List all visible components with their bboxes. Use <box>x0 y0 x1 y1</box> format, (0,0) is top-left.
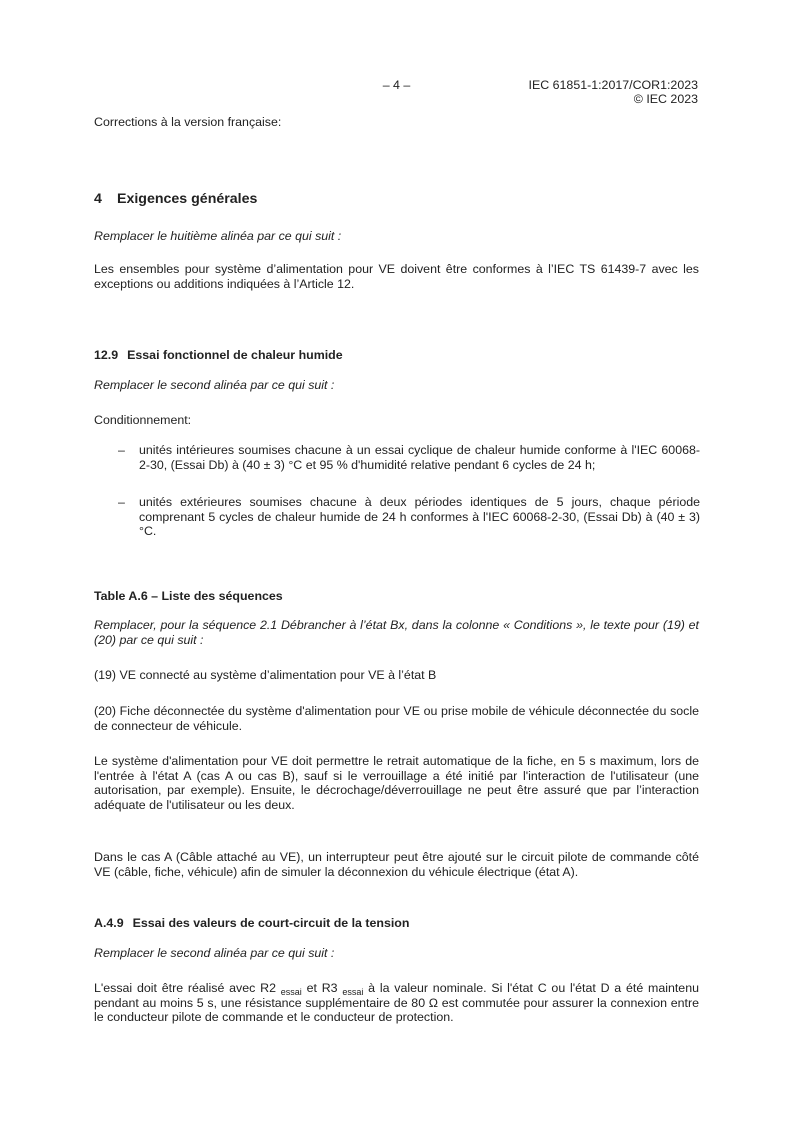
standard-reference: IEC 61851-1:2017/COR1:2023 <box>528 78 698 92</box>
text-run: et R3 <box>306 981 338 995</box>
intro-text: Corrections à la version française: <box>94 115 282 129</box>
table-a6-instruction: Remplacer, pour la séquence 2.1 Débrancher à l’état Bx, dans la colonne « Conditions », le texte pour (19) et (20) par ce qui suit : <box>94 618 699 647</box>
section-a-4-9-paragraph <box>94 981 699 1025</box>
subscript: essai <box>342 987 364 997</box>
paragraph-cas-a: Dans le cas A (Câble attaché au VE), un interrupteur peut être ajouté sur le circuit pilote de commande côté VE (câble, fiche, véhicule) afin de simuler la déconnexion du véhicule électrique (état A). <box>94 850 699 879</box>
text-run: L'essai doit être réalisé avec R2 <box>94 981 276 995</box>
section-title: Essai des valeurs de court-circuit de la tension <box>132 916 410 930</box>
section-number: A.4.9 <box>94 916 124 930</box>
bullet-dash: – <box>118 495 125 509</box>
list-item-text: unités extérieures soumises chacune à deux périodes identiques de 5 jours, chaque période comprenant 5 cycles de chaleur humide de 24 h conformes à l'IEC 60068-2-30, (Essai Db) à (40 ± 3) °C. <box>139 495 700 539</box>
copyright-notice: © IEC 2023 <box>633 92 698 107</box>
section-title: Essai fonctionnel de chaleur humide <box>127 348 343 362</box>
paragraph-20: (20) Fiche déconnectée du système d'alimentation pour VE ou prise mobile de véhicule déconnectée du socle de connecteur de véhicule. <box>94 704 699 733</box>
section-title: Exigences générales <box>117 191 258 207</box>
section-a-4-9-heading <box>94 916 699 931</box>
conditioning-label: Conditionnement: <box>94 413 192 427</box>
section-4-paragraph: Les ensembles pour système d’alimentation pour VE doivent être conformes à l’IEC TS 61439-7 avec les exceptions ou additions indiquées à l’Article 12. <box>94 262 699 291</box>
paragraph-retrait: Le système d'alimentation pour VE doit permettre le retrait automatique de la fiche, en 5 s maximum, lors de l'entrée à l'état A (cas A ou cas B), sauf si le verrouillage a été initié par l'interaction de l'utilisateur (une autorisation, par exemple). Ensuite, le décrochage/déverrouillage ne peut être assuré que par l’interaction adéquate de l'utilisateur ou les deux. <box>94 754 699 812</box>
list-item <box>118 495 700 539</box>
section-4-heading <box>94 192 699 207</box>
text-run: à la valeur nominale. Si l'état C ou l'état D a été maintenu pendant au moins 5 s, une résistance supplémentaire de 80 Ω est commutée pour assurer la connexion entre le conducteur pilote de commande et le conducteur de protection. <box>94 981 699 1025</box>
subscript: essai <box>280 987 302 997</box>
section-12-9-instruction: Remplacer le second alinéa par ce qui suit : <box>94 378 335 392</box>
section-4-instruction: Remplacer le huitième alinéa par ce qui suit : <box>94 229 342 243</box>
section-number: 12.9 <box>94 348 119 362</box>
table-a6-heading: Table A.6 – Liste des séquences <box>94 589 283 603</box>
list-item-text: unités intérieures soumises chacune à un essai cyclique de chaleur humide conforme à l'IEC 60068-2-30, (Essai Db) à (40 ± 3) °C et 95 % d'humidité relative pendant 6 cycles de 24 h; <box>139 443 700 472</box>
page-header-ref <box>529 78 698 107</box>
paragraph-19: (19) VE connecté au système d’alimentation pour VE à l’état B <box>94 668 437 682</box>
page-number: – 4 – <box>382 78 411 92</box>
section-a-4-9-instruction: Remplacer le second alinéa par ce qui suit : <box>94 946 335 960</box>
section-12-9-heading <box>94 348 699 363</box>
section-number: 4 <box>94 191 102 207</box>
list-item <box>118 443 700 472</box>
bullet-dash: – <box>118 443 125 457</box>
